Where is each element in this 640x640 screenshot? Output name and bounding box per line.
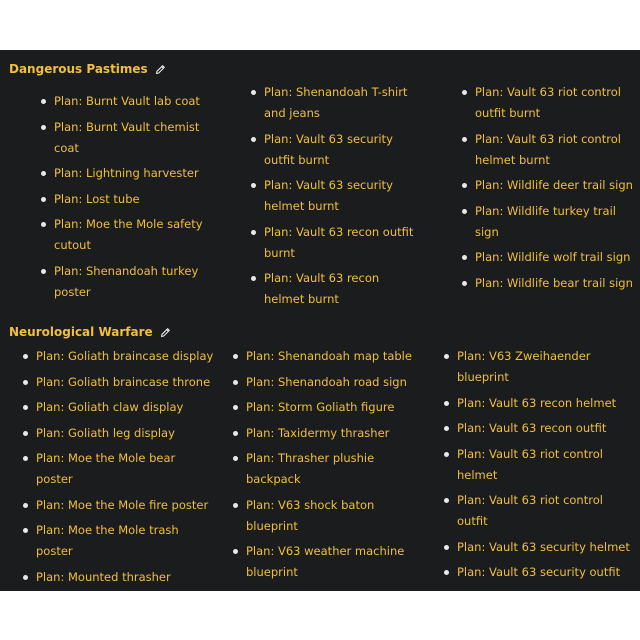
plan-list-column — [36, 346, 214, 591]
list-item[interactable]: Plan: Shenandoah turkey poster — [54, 261, 214, 303]
plan-list-column — [264, 82, 422, 315]
list-item[interactable]: Plan: Vault 63 recon outfit burnt — [264, 222, 422, 264]
list-item[interactable]: Plan: Shenandoah map table — [246, 346, 416, 367]
list-item[interactable]: Plan: Burnt Vault chemist coat — [54, 117, 214, 159]
list-item[interactable]: Plan: Moe the Mole fire poster — [36, 495, 214, 516]
list-item[interactable]: Plan: V63 Zweihaender blueprint — [457, 346, 635, 388]
list-item[interactable]: Plan: Lightning harvester — [54, 163, 214, 184]
list-item[interactable]: Plan: Lost tube — [54, 189, 214, 210]
section-heading-neurological-warfare — [9, 325, 171, 339]
list-item[interactable]: Plan: Vault 63 recon outfit — [457, 418, 635, 439]
list-item[interactable]: Plan: Vault 63 security helmet — [457, 537, 635, 558]
list-item[interactable]: Plan: Vault 63 security helmet burnt — [264, 175, 422, 217]
plan-list-column — [457, 346, 635, 588]
plans-panel — [0, 50, 640, 591]
list-item[interactable]: Plan: Shenandoah road sign — [246, 372, 416, 393]
pencil-icon[interactable] — [160, 327, 171, 338]
list-item[interactable]: Plan: Vault 63 riot control helmet — [457, 444, 635, 486]
list-item[interactable]: Plan: Moe the Mole safety cutout — [54, 214, 214, 256]
plan-list-column — [54, 91, 214, 307]
section-title: Neurological Warfare — [9, 325, 153, 339]
list-item[interactable]: Plan: Goliath braincase throne — [36, 372, 214, 393]
section-title: Dangerous Pastimes — [9, 62, 148, 76]
list-item[interactable]: Plan: Wildlife deer trail sign — [475, 175, 635, 196]
list-item[interactable]: Plan: Vault 63 recon helmet burnt — [264, 268, 422, 310]
list-item[interactable]: Plan: Goliath claw display — [36, 397, 214, 418]
list-item[interactable]: Plan: Vault 63 security outfit — [457, 562, 635, 583]
list-item[interactable]: Plan: Vault 63 riot control outfit — [457, 490, 635, 532]
list-item[interactable]: Plan: Burnt Vault lab coat — [54, 91, 214, 112]
plan-list-column — [475, 82, 635, 298]
list-item[interactable]: Plan: Wildlife turkey trail sign — [475, 201, 635, 243]
plan-list-column — [246, 346, 416, 588]
list-item[interactable]: Plan: Moe the Mole bear poster — [36, 448, 214, 490]
list-item[interactable]: Plan: V63 shock baton blueprint — [246, 495, 416, 537]
list-item[interactable]: Plan: Wildlife bear trail sign — [475, 273, 635, 294]
list-item[interactable]: Plan: Goliath leg display — [36, 423, 214, 444]
pencil-icon[interactable] — [155, 64, 166, 75]
section-heading-dangerous-pastimes — [9, 62, 166, 76]
list-item[interactable]: Plan: Wildlife wolf trail sign — [475, 247, 635, 268]
list-item[interactable]: Plan: Storm Goliath figure — [246, 397, 416, 418]
list-item[interactable]: Plan: Goliath braincase display — [36, 346, 214, 367]
list-item[interactable]: Plan: Vault 63 riot control outfit burnt — [475, 82, 635, 124]
list-item[interactable]: Plan: V63 weather machine blueprint — [246, 541, 416, 583]
list-item[interactable]: Plan: Vault 63 recon helmet — [457, 393, 635, 414]
list-item[interactable]: Plan: Mounted thrasher — [36, 567, 214, 588]
list-item[interactable]: Plan: Vault 63 security outfit burnt — [264, 129, 422, 171]
list-item[interactable]: Plan: Thrasher plushie backpack — [246, 448, 416, 490]
list-item[interactable]: Plan: Taxidermy thrasher — [246, 423, 416, 444]
list-item[interactable]: Plan: Shenandoah T-shirt and jeans — [264, 82, 422, 124]
list-item[interactable]: Plan: Vault 63 riot control helmet burnt — [475, 129, 635, 171]
list-item[interactable]: Plan: Moe the Mole trash poster — [36, 520, 214, 562]
